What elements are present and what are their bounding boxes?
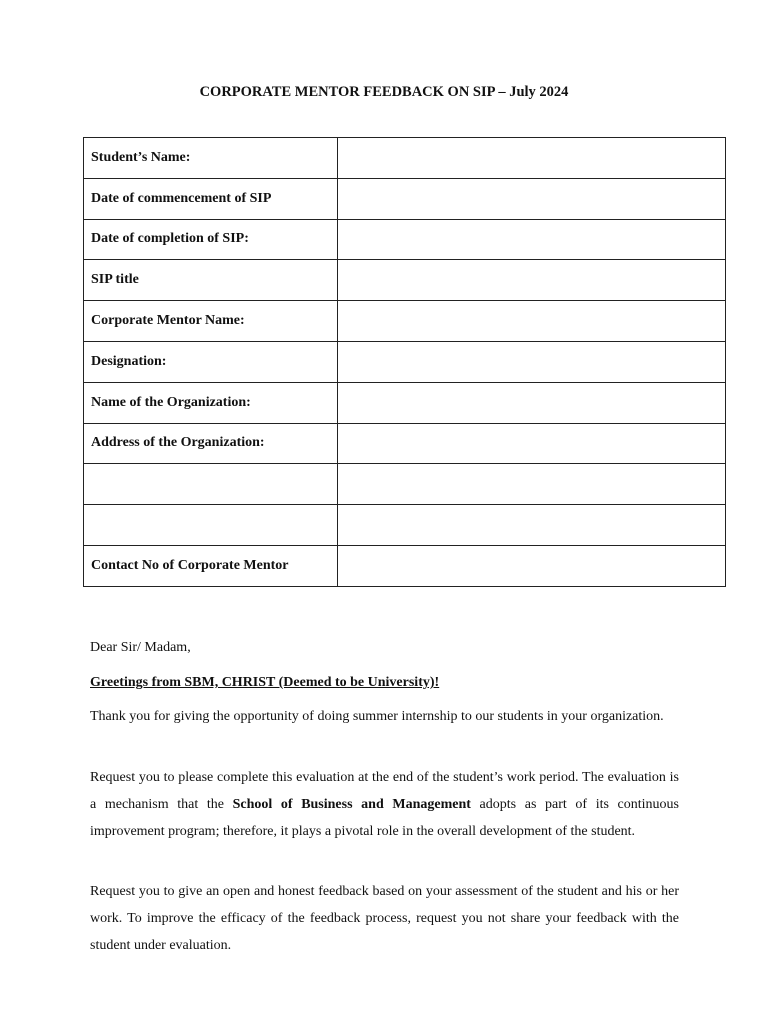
row-value-mentor-name[interactable]	[338, 301, 726, 342]
row-value-blank-2[interactable]	[338, 505, 726, 546]
row-label-organization-name: Name of the Organization:	[84, 382, 338, 423]
table-row	[84, 382, 726, 423]
letter-greeting: Greetings from SBM, CHRIST (Deemed to be University)!	[90, 675, 440, 690]
letter-salutation: Dear Sir/ Madam,	[90, 640, 191, 655]
table-row	[84, 178, 726, 219]
table-row	[84, 545, 726, 586]
row-label-date-commencement: Date of commencement of SIP	[84, 178, 338, 219]
row-label-designation: Designation:	[84, 341, 338, 382]
row-label-organization-address: Address of the Organization:	[84, 423, 338, 464]
document-title: CORPORATE MENTOR FEEDBACK ON SIP – July 2024	[199, 84, 569, 100]
paragraph-text: Request you to please complete this evaluation at the end of the student’s work period. The evaluation is a mechanism that the	[90, 770, 679, 812]
table-row	[84, 423, 726, 464]
row-label-mentor-contact: Contact No of Corporate Mentor	[84, 545, 338, 586]
table-row	[84, 505, 726, 546]
table-row	[84, 260, 726, 301]
paragraph-text: adopts as part of its continuous improvement program; therefore, it plays a pivotal role in the overall development of the student.	[90, 797, 680, 839]
row-label-blank-2	[84, 505, 338, 546]
row-label-date-completion: Date of completion of SIP:	[84, 219, 338, 260]
letter-paragraph-feedback: Request you to give an open and honest feedback based on your assessment of the student and his or her work. To improve the efficacy of the feedback process, request you not share your feedback with the student under evaluation.	[90, 884, 679, 953]
table-row	[84, 219, 726, 260]
row-value-blank-1[interactable]	[338, 464, 726, 505]
student-details-table	[83, 137, 726, 587]
table-row	[84, 138, 726, 179]
row-value-mentor-contact[interactable]	[338, 545, 726, 586]
row-label-sip-title: SIP title	[84, 260, 338, 301]
row-value-organization-address[interactable]	[338, 423, 726, 464]
row-value-date-commencement[interactable]	[338, 178, 726, 219]
school-name: School of Business and Management	[232, 797, 471, 812]
letter-paragraph-evaluation	[90, 764, 679, 845]
row-value-designation[interactable]	[338, 341, 726, 382]
row-label-blank-1	[84, 464, 338, 505]
table-row	[84, 301, 726, 342]
row-value-sip-title[interactable]	[338, 260, 726, 301]
row-value-organization-name[interactable]	[338, 382, 726, 423]
letter-paragraph-thanks: Thank you for giving the opportunity of doing summer internship to our students in your organization.	[90, 709, 664, 724]
row-value-student-name[interactable]	[338, 138, 726, 179]
table-row	[84, 464, 726, 505]
table-row	[84, 341, 726, 382]
row-label-mentor-name: Corporate Mentor Name:	[84, 301, 338, 342]
row-label-student-name: Student’s Name:	[84, 138, 338, 179]
row-value-date-completion[interactable]	[338, 219, 726, 260]
